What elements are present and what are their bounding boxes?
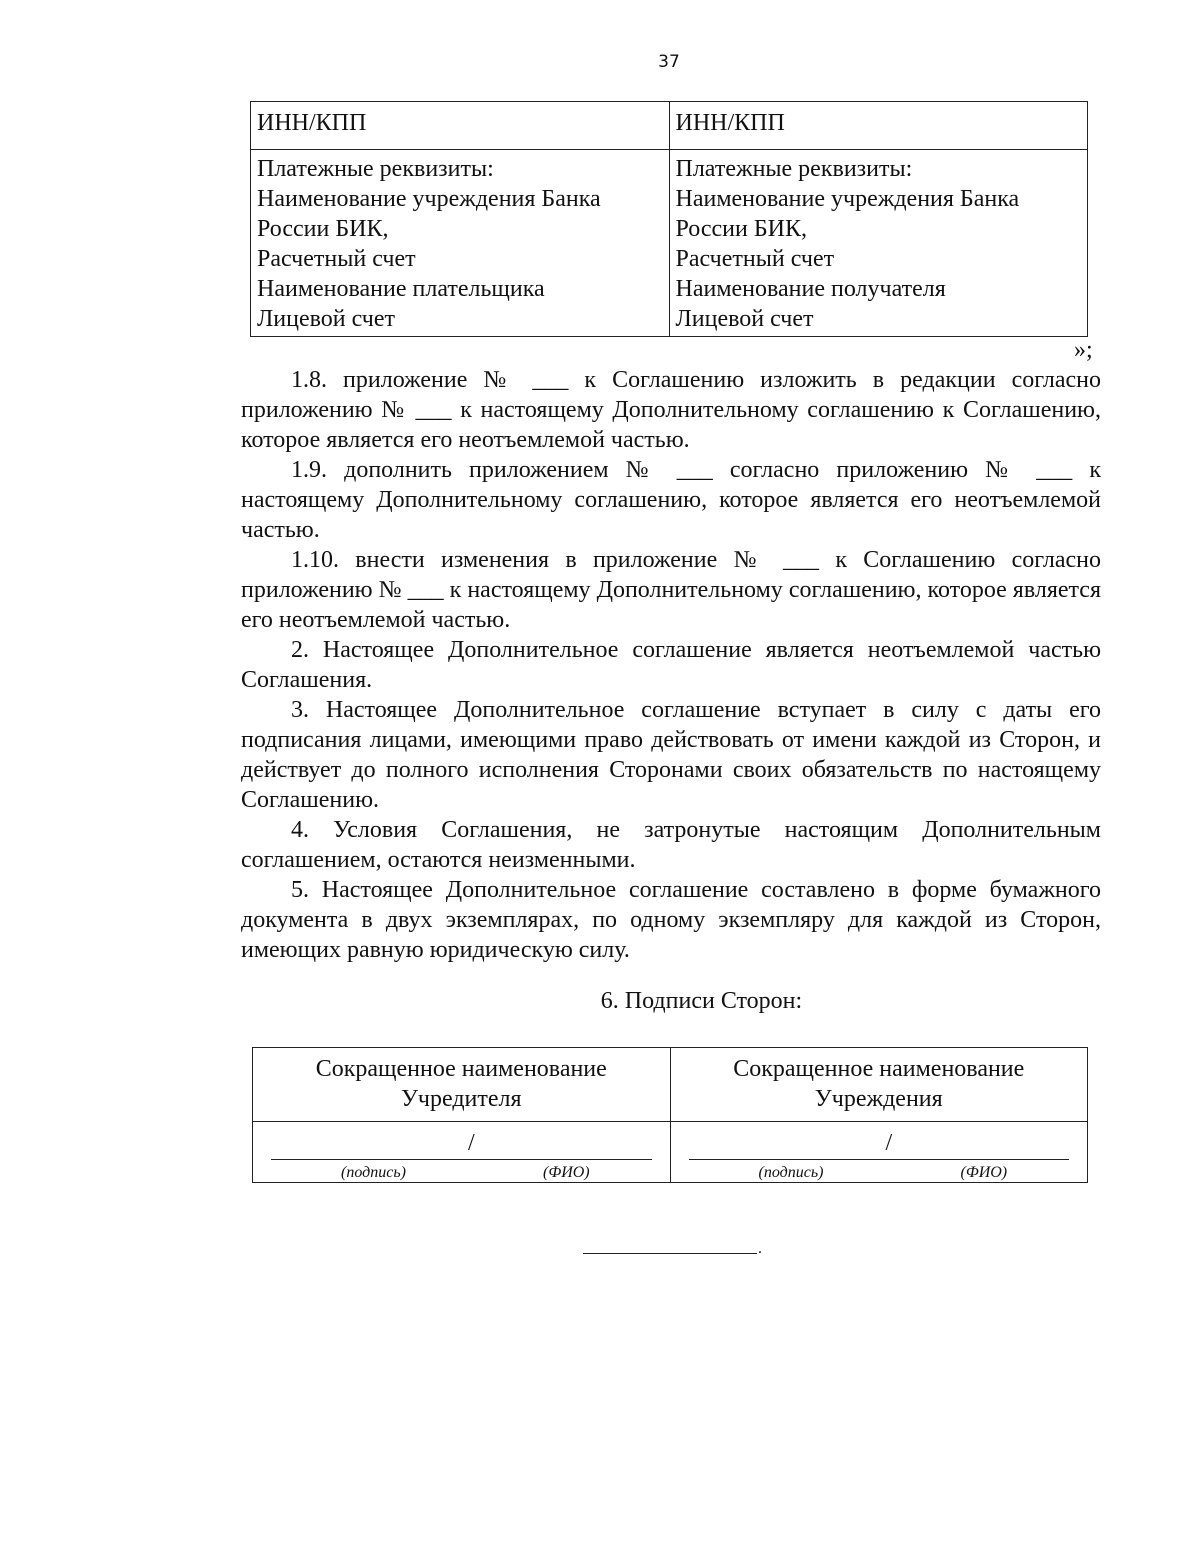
bank-bik-label: России БИК, bbox=[675, 216, 807, 242]
requisites-header-row bbox=[251, 102, 1088, 150]
end-separator-dot: . bbox=[758, 1240, 762, 1257]
institution-title-line1: Сокращенное наименование bbox=[733, 1056, 1025, 1082]
requisites-left-details bbox=[251, 150, 670, 337]
name-caption: (ФИО) bbox=[960, 1164, 1008, 1181]
institution-signature-field bbox=[671, 1122, 1088, 1182]
payer-name-label: Наименование плательщика bbox=[257, 276, 545, 302]
personal-account-label: Лицевой счет bbox=[675, 306, 814, 332]
requisites-left-header: ИНН/КПП bbox=[251, 102, 670, 150]
bank-name-label: Наименование учреждения Банка bbox=[257, 186, 601, 212]
payment-details-label: Платежные реквизиты: bbox=[257, 156, 494, 182]
signatures-header-row bbox=[253, 1048, 1088, 1122]
requisites-right-details bbox=[669, 150, 1088, 337]
founder-signature-field bbox=[253, 1122, 670, 1182]
end-separator-line bbox=[583, 1253, 757, 1254]
bank-name-label: Наименование учреждения Банка bbox=[675, 186, 1020, 212]
closing-quote: »; bbox=[1074, 337, 1093, 363]
signatures-sign-row bbox=[253, 1122, 1088, 1183]
name-caption: (ФИО) bbox=[543, 1164, 590, 1181]
paragraph-2: 2. Настоящее Дополнительное соглашение является неотъемлемой частью Соглашения. bbox=[241, 637, 1101, 693]
signature-separator: / bbox=[468, 1130, 475, 1156]
account-label: Расчетный счет bbox=[675, 246, 835, 272]
institution-signature-cell bbox=[670, 1122, 1088, 1183]
paragraph-5: 5. Настоящее Дополнительное соглашение составлено в форме бумажного документа в двух экземплярах, по одному экземпляру для каждой из Сторон, имеющих равную юридическую силу. bbox=[241, 877, 1101, 963]
personal-account-label: Лицевой счет bbox=[257, 306, 396, 332]
account-label: Расчетный счет bbox=[257, 246, 416, 272]
requisites-table bbox=[250, 101, 1088, 337]
signature-underline bbox=[689, 1159, 1070, 1160]
paragraph-1-8: 1.8. приложение № ___ к Соглашению изложить в редакции согласно приложению № ___ к настоящему Дополнительному соглашению к Соглашению, которое является его неотъемлемой частью. bbox=[241, 367, 1101, 453]
founder-signature-cell bbox=[253, 1122, 671, 1183]
paragraph-1-10: 1.10. внести изменения в приложение № ___ к Соглашению согласно приложению № ___ к настоящему Дополнительному соглашению, которое является его неотъемлемой частью. bbox=[241, 547, 1101, 633]
institution-title-cell bbox=[670, 1048, 1088, 1122]
paragraph-4: 4. Условия Соглашения, не затронутые настоящим Дополнительным соглашением, остаются неизменными. bbox=[241, 817, 1101, 873]
bank-bik-label: России БИК, bbox=[257, 216, 389, 242]
signature-separator: / bbox=[885, 1130, 893, 1156]
founder-title-cell bbox=[253, 1048, 671, 1122]
paragraph-1-9: 1.9. дополнить приложением № ___ согласно приложению № ___ к настоящему Дополнительному соглашению, которое является его неотъемлемой частью. bbox=[241, 457, 1101, 543]
signature-caption: (подпись) bbox=[341, 1164, 406, 1181]
page-number: 37 bbox=[658, 52, 680, 72]
requisites-body-row bbox=[251, 150, 1088, 337]
founder-title-line1: Сокращенное наименование bbox=[315, 1056, 607, 1082]
signatures-table bbox=[252, 1047, 1088, 1183]
requisites-right-header: ИНН/КПП bbox=[669, 102, 1088, 150]
founder-title-line2: Учредителя bbox=[400, 1086, 522, 1112]
signature-underline bbox=[271, 1159, 652, 1160]
signatures-heading: 6. Подписи Сторон: bbox=[600, 988, 803, 1014]
payment-details-label: Платежные реквизиты: bbox=[675, 156, 913, 182]
paragraph-3: 3. Настоящее Дополнительное соглашение вступает в силу с даты его подписания лицами, имеющими право действовать от имени каждой из Сторон, и действует до полного исполнения Сторонами своих обязательств по настоящему Соглашению. bbox=[241, 697, 1101, 813]
document-body bbox=[241, 365, 1101, 965]
signature-caption: (подпись) bbox=[758, 1164, 824, 1181]
institution-title-line2: Учреждения bbox=[814, 1086, 943, 1112]
recipient-name-label: Наименование получателя bbox=[675, 276, 946, 302]
